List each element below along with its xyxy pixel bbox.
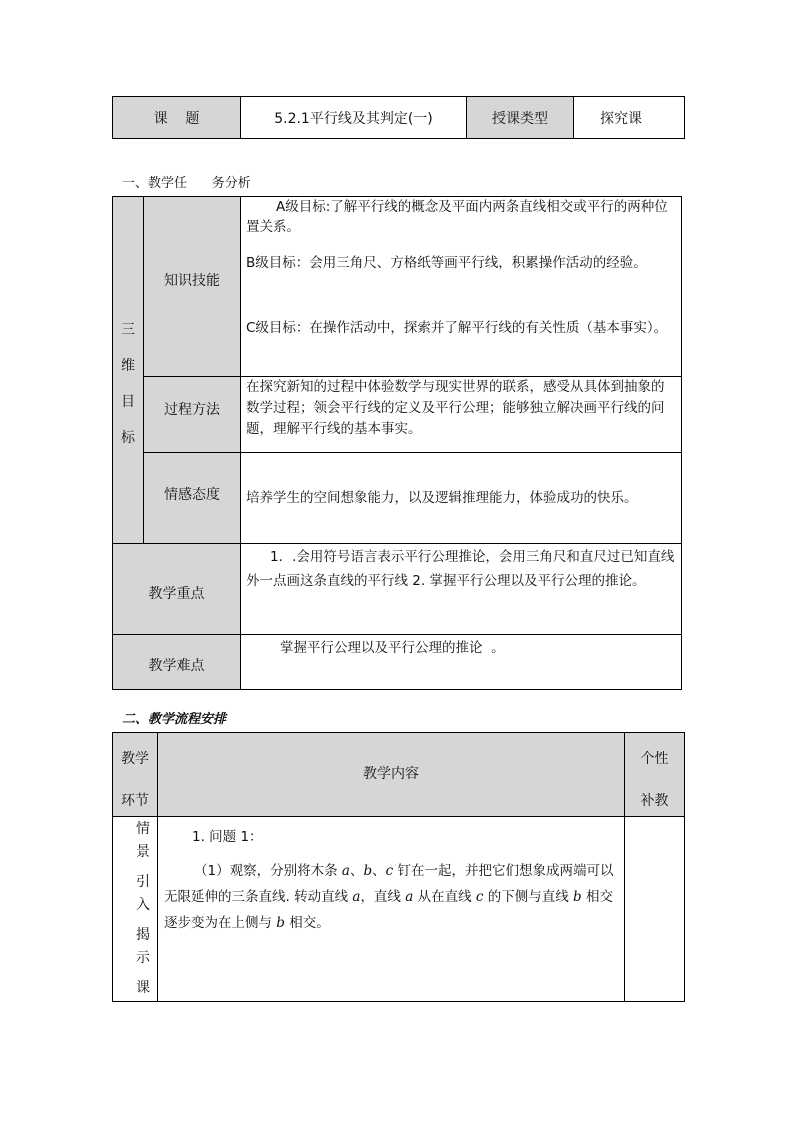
section1-title: 一、教学任 务分析 [122, 176, 251, 191]
stage-label: 情 景 引 入 揭 示 课 [136, 821, 150, 996]
process-text: 在探究新知的过程中体验数学与现实世界的联系，感受从具体到抽象的数学过程；领会平行线的定义及平行公理；能够独立解决画平行线的问题，理解平行线的基本事实。 [246, 379, 665, 437]
question-title: 1. 问题 1： [192, 829, 263, 845]
key-points-text: 1．.会用符号语言表示平行公理推论，会用三角尺和直尺过已知直线外一点画这条直线的平行线 2. 掌握平行公理以及平行公理的推论。 [246, 549, 675, 589]
knowledge-b-goal: B级目标：会用三角尺、方格纸等画平行线，积累操作活动的经验。 [246, 255, 647, 271]
knowledge-c-goal: C级目标：在操作活动中，探索并了解平行线的有关性质（基本事实）。 [246, 320, 668, 336]
course-value: 5.2.1平行线及其判定(一) [274, 110, 433, 127]
type-value: 探究课 [600, 110, 642, 127]
type-label: 授课类型 [492, 110, 548, 127]
process-label: 过程方法 [164, 402, 220, 418]
knowledge-label: 知识技能 [164, 273, 220, 289]
key-points-label: 教学重点 [148, 586, 205, 602]
stage-header: 教学 环节 [121, 751, 149, 809]
difficulty-label: 教学难点 [148, 658, 205, 674]
knowledge-a-goal: A级目标:了解平行线的概念及平面内两条直线相交或平行的两种位置关系。 [246, 199, 668, 235]
course-label: 课 题 [153, 110, 200, 127]
emotion-label: 情感态度 [164, 487, 220, 503]
emotion-text: 培养学生的空间想象能力，以及逻辑推理能力，体验成功的快乐。 [246, 490, 638, 506]
section2-title: 二、教学流程安排 [122, 712, 227, 727]
question-text: （1）观察，分别将木条 a、b、c 钉在一起，并把它们想象成两端可以无限延伸的三条直线. 转动直线 a，直线 a 从在直线 c 的下侧与直线 b 相交逐步变为在上侧与 b 相交。 [164, 863, 614, 931]
content-header: 教学内容 [363, 766, 419, 782]
three-dim-goals-label: 三 维 目 标 [121, 322, 135, 446]
personal-notes-header: 个性 补教 [640, 751, 669, 809]
difficulty-text: 掌握平行公理以及平行公理的推论 。 [280, 640, 505, 656]
